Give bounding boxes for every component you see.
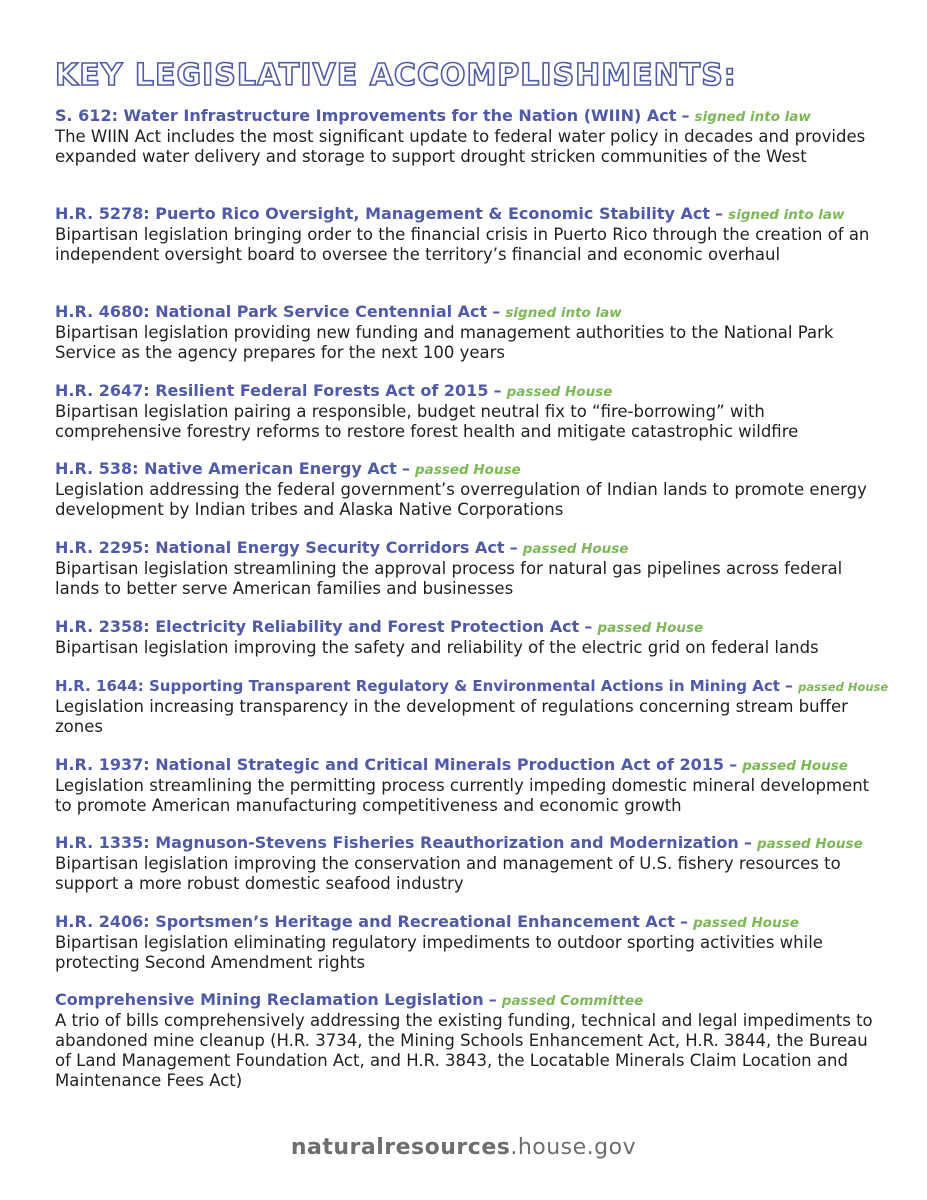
bill-description: Bipartisan legislation pairing a responsible, budget neutral fix to “fire-borrowing” with comprehensive forestry reforms to restore forest health and mitigate catastrophic wildfire bbox=[55, 402, 799, 441]
bill-description: The WIIN Act includes the most significant update to federal water policy in decades and provides expanded water delivery and storage to support drought stricken communities of the West bbox=[55, 127, 866, 166]
separator: – bbox=[493, 381, 502, 400]
entry-heading bbox=[55, 617, 885, 638]
status-label: passed House bbox=[506, 384, 613, 400]
entry-heading bbox=[55, 833, 885, 854]
bill-title: H.R. 1335: Magnuson-Stevens Fisheries Reauthorization and Modernization bbox=[55, 833, 739, 852]
separator: – bbox=[729, 755, 738, 774]
entry-heading bbox=[55, 381, 885, 402]
bill-title: S. 612: Water Infrastructure Improvements for the Nation (WIIN) Act bbox=[55, 106, 677, 125]
bill-description: Bipartisan legislation eliminating regulatory impediments to outdoor sporting activities while protecting Second Amendment rights bbox=[55, 933, 823, 972]
bill-description: Bipartisan legislation streamlining the approval process for natural gas pipelines across federal lands to better serve American families and businesses bbox=[55, 559, 843, 598]
separator: – bbox=[680, 912, 689, 931]
bill-title: H.R. 2295: National Energy Security Corridors Act bbox=[55, 538, 505, 557]
bill-description: Legislation increasing transparency in the development of regulations concerning stream buffer zones bbox=[55, 697, 848, 736]
bill-title: H.R. 2406: Sportsmen’s Heritage and Recreational Enhancement Act bbox=[55, 912, 675, 931]
separator: – bbox=[509, 538, 518, 557]
page-title: KEY LEGISLATIVE ACCOMPLISHMENTS: bbox=[55, 58, 737, 93]
bill-title: H.R. 4680: National Park Service Centennial Act bbox=[55, 302, 488, 321]
bill-description: Bipartisan legislation improving the safety and reliability of the electric grid on federal lands bbox=[55, 638, 819, 657]
entry-hr2647 bbox=[55, 381, 885, 442]
bill-description: A trio of bills comprehensively addressing the existing funding, technical and legal impediments to abandoned mine cleanup (H.R. 3734, the Mining Schools Enhancement Act, H.R. 3844, the Bureau of Land Management Foundation Act, and H.R. 3843, the Locatable Minerals Claim Location and Maintenance Fees Act) bbox=[55, 1011, 873, 1090]
bill-description: Legislation streamlining the permitting process currently impeding domestic mineral development to promote American manufacturing competitiveness and economic growth bbox=[55, 776, 870, 815]
entry-hr2295 bbox=[55, 538, 885, 599]
entry-hr4680 bbox=[55, 302, 885, 363]
bill-title: H.R. 1937: National Strategic and Critical Minerals Production Act of 2015 bbox=[55, 755, 725, 774]
entry-heading bbox=[55, 538, 885, 559]
bill-title: H.R. 1644: Supporting Transparent Regulatory & Environmental Actions in Mining Act bbox=[55, 677, 780, 695]
entry-heading bbox=[55, 912, 885, 933]
separator: – bbox=[401, 459, 410, 478]
separator: – bbox=[488, 990, 497, 1009]
entry-hr2406 bbox=[55, 912, 885, 973]
status-label: passed House bbox=[415, 462, 521, 478]
status-label: passed House bbox=[757, 836, 863, 852]
entry-hr1937 bbox=[55, 755, 885, 816]
separator: – bbox=[785, 676, 794, 695]
bill-description: Bipartisan legislation bringing order to the financial crisis in Puerto Rico through the creation of an independent oversight board to oversee the territory’s financial and economic overhaul bbox=[55, 225, 870, 264]
bill-title: H.R. 538: Native American Energy Act bbox=[55, 459, 397, 478]
bill-description: Bipartisan legislation providing new funding and management authorities to the National Park Service as the agency prepares for the next 100 years bbox=[55, 323, 834, 362]
status-label: passed Committee bbox=[501, 993, 644, 1009]
website-footer[interactable] bbox=[0, 1135, 927, 1160]
separator: – bbox=[715, 204, 724, 223]
separator: – bbox=[584, 617, 593, 636]
bill-description: Legislation addressing the federal government’s overregulation of Indian lands to promote energy development by Indian tribes and Alaska Native Corporations bbox=[55, 480, 867, 519]
status-label: passed House bbox=[742, 758, 848, 774]
entry-hr2358 bbox=[55, 617, 885, 658]
status-label: passed House bbox=[693, 915, 799, 931]
bill-title: H.R. 5278: Puerto Rico Oversight, Management & Economic Stability Act bbox=[55, 204, 710, 223]
separator: – bbox=[743, 833, 752, 852]
entry-heading bbox=[55, 106, 885, 127]
entry-heading bbox=[55, 676, 889, 697]
status-label: passed House bbox=[522, 541, 629, 557]
footer-domain: .house.gov bbox=[510, 1135, 637, 1160]
entry-hr538 bbox=[55, 459, 885, 520]
bill-title: H.R. 2647: Resilient Federal Forests Act of 2015 bbox=[55, 381, 489, 400]
entry-hr1644 bbox=[55, 676, 889, 737]
entry-heading bbox=[55, 459, 885, 480]
status-label: passed House bbox=[597, 620, 704, 636]
bill-title: Comprehensive Mining Reclamation Legislation bbox=[55, 990, 484, 1009]
entry-heading bbox=[55, 302, 885, 323]
footer-site-name: naturalresources bbox=[290, 1135, 511, 1160]
status-label: passed House bbox=[798, 680, 889, 694]
entry-heading bbox=[55, 990, 885, 1011]
entry-mining-reclamation bbox=[55, 990, 885, 1091]
separator: – bbox=[681, 106, 690, 125]
entry-heading bbox=[55, 204, 885, 225]
status-label: signed into law bbox=[505, 305, 622, 321]
separator: – bbox=[492, 302, 501, 321]
bill-description: Bipartisan legislation improving the conservation and management of U.S. fishery resources to support a more robust domestic seafood industry bbox=[55, 854, 841, 893]
bill-title: H.R. 2358: Electricity Reliability and Forest Protection Act bbox=[55, 617, 580, 636]
entry-heading bbox=[55, 755, 885, 776]
entry-hr5278 bbox=[55, 204, 885, 265]
entry-hr1335 bbox=[55, 833, 885, 894]
entry-s612 bbox=[55, 106, 885, 167]
status-label: signed into law bbox=[728, 207, 845, 223]
status-label: signed into law bbox=[694, 109, 811, 125]
